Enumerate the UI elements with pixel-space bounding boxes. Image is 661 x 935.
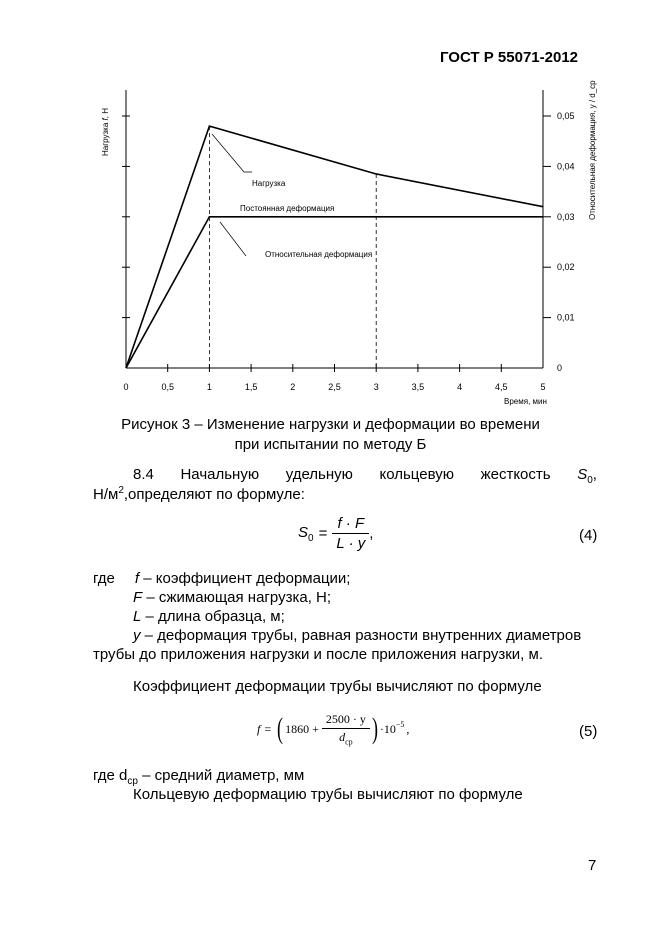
annotation-constant-deformation: Постоянная деформация	[240, 204, 335, 213]
x-tick-label: 3,5	[411, 382, 425, 392]
y-axis-right-label: Относительная деформация, y / d_ср	[588, 80, 597, 220]
word: жесткость	[480, 466, 551, 483]
x-tick-label: 1,5	[244, 382, 258, 392]
figure-caption-line-2: при испытании по методу Б	[234, 436, 427, 453]
formula-4-number: (4)	[579, 527, 598, 544]
page-number: 7	[588, 857, 597, 874]
where-L: L – длина образца, м;	[133, 608, 285, 625]
paragraph-8-4-line-2: $Н/м^2,определяют$ по формуле:	[93, 485, 305, 503]
x-tick-label: 3	[373, 382, 379, 392]
chart-series	[126, 126, 543, 368]
where-y: y – деформация трубы, равная разности внутренних диаметров	[133, 627, 582, 644]
word: Начальную	[180, 466, 260, 483]
y-right-tick-label: 0,02	[557, 262, 575, 273]
word: кольцевую	[379, 466, 454, 483]
formula-5-number: (5)	[579, 723, 598, 740]
x-tick-label: 0,5	[161, 382, 174, 392]
annotation-load-leader	[212, 134, 252, 172]
x-tick-label: 2	[290, 382, 296, 392]
where-F: F – сжимающая нагрузка, Н;	[133, 589, 332, 606]
x-axis-label: Время, мин	[504, 397, 547, 406]
x-tick-label: 4	[457, 382, 463, 392]
word: удельную	[285, 466, 353, 483]
formula-5: f = ( 1860 + $\frac{2500 \cdot y}{d_{ср}}$ ) ·10 $^{-5}$ ,	[257, 712, 410, 747]
y-right-tick-label: 0,01	[557, 312, 575, 323]
y-right-tick-label: 0	[557, 363, 563, 373]
load-deformation-chart	[0, 0, 661, 410]
x-tick-label: 5	[540, 382, 546, 392]
where-dcp: где $d_{cp}$ – средний диаметр, мм	[93, 767, 305, 787]
x-tick-label: 4,5	[495, 382, 508, 392]
x-tick-label: 1	[206, 382, 212, 392]
load-series-line	[126, 126, 543, 368]
coefficient-intro: Коэффициент деформации трубы вычисляют по формуле	[133, 678, 542, 695]
deformation-series-line	[126, 217, 543, 368]
x-tick-label: 2,5	[328, 382, 341, 392]
annotation-relative-deformation: Относительная деформация	[265, 250, 373, 259]
y-right-tick-label: 0,04	[557, 161, 575, 172]
formula-4: $S_0$ = $\frac{f \cdot F}{L \cdot y}$ ,	[298, 515, 374, 552]
y-right-tick-label: 0,03	[557, 211, 575, 222]
document-standard-header: ГОСТ Р 55071-2012	[440, 49, 579, 66]
paragraph-number: 8.4	[133, 466, 154, 483]
ring-deformation-intro: Кольцевую деформацию трубы вычисляют по формуле	[133, 786, 523, 803]
where-f: где f – коэффициент деформации;	[93, 570, 351, 587]
chart-axes	[126, 90, 543, 368]
annotation-relative-leader	[220, 222, 246, 256]
y-axis-left-label: Нагрузка f, Н	[101, 108, 110, 156]
annotation-load: Нагрузка	[252, 179, 286, 188]
x-tick-label: 0	[123, 382, 129, 392]
chart-annotations	[212, 134, 372, 259]
symbol-s0: $S_0$,	[577, 466, 597, 486]
where-y-continuation: трубы до приложения нагрузки и после приложения нагрузки, м.	[93, 646, 543, 663]
chart-grid	[209, 126, 376, 368]
y-right-tick-label: 0,05	[557, 111, 575, 121]
figure-caption-line-1: Рисунок 3 – Изменение нагрузки и деформации во времени	[121, 416, 540, 433]
paragraph-8-4-line-1	[133, 466, 597, 486]
